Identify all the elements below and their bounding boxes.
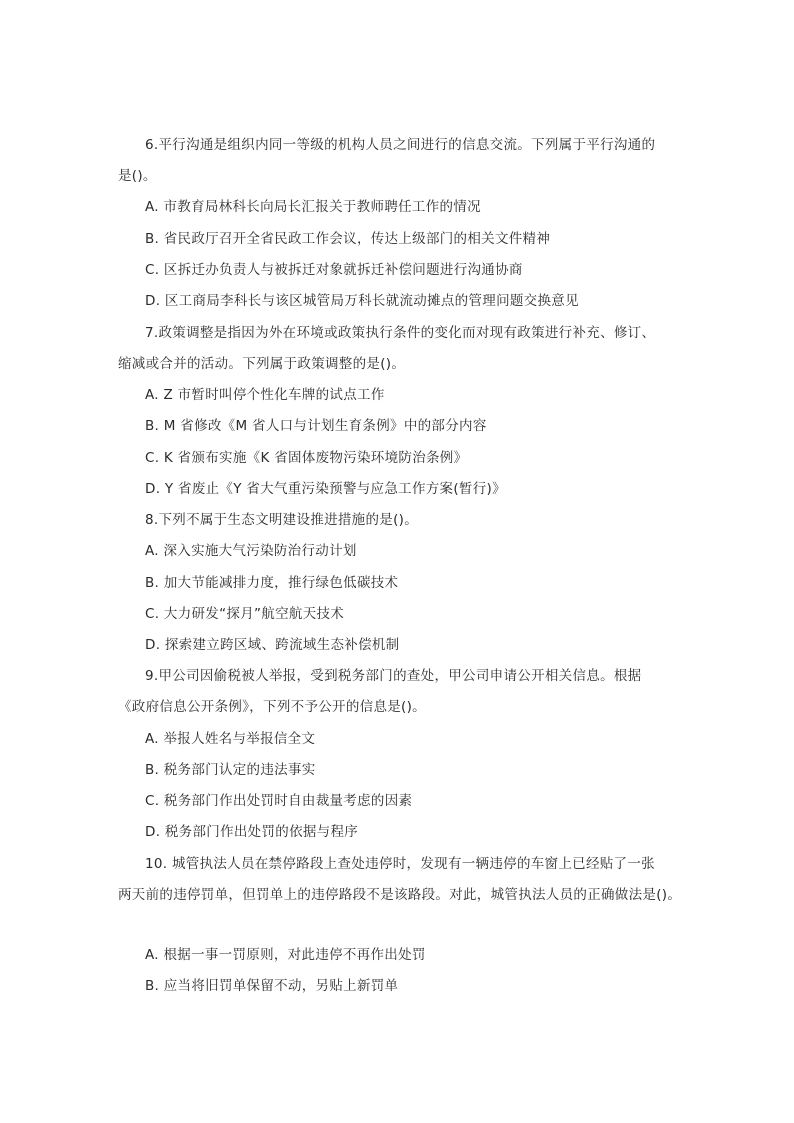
question-7-stem-line-2: 缩减或合并的活动。下列属于政策调整的是()。 [118, 356, 406, 372]
question-6-stem-line-1: 6.平行沟通是组织内同一等级的机构人员之间进行的信息交流。下列属于平行沟通的 [145, 137, 656, 153]
question-8-option-c: C. 大力研发“探月”航空航天技术 [145, 606, 345, 622]
question-6-option-c: C. 区拆迁办负责人与被拆迁对象就拆迁补偿问题进行沟通协商 [145, 262, 523, 278]
question-7-option-b: B. M 省修改《M 省人口与计划生育条例》中的部分内容 [145, 418, 487, 434]
question-10-stem-line-2: 两天前的违停罚单，但罚单上的违停路段不是该路段。对此，城管执法人员的正确做法是()。 [118, 887, 682, 903]
question-9-option-c: C. 税务部门作出处罚时自由裁量考虑的因素 [145, 793, 413, 809]
question-7-option-c: C. K 省颁布实施《K 省固体废物污染环境防治条例》 [145, 450, 468, 466]
question-6-option-a: A. 市教育局林科长向局长汇报关于教师聘任工作的情况 [145, 199, 481, 215]
question-9-option-a: A. 举报人姓名与举报信全文 [145, 731, 316, 747]
question-7-stem-line-1: 7.政策调整是指因为外在环境或政策执行条件的变化而对现有政策进行补充、修订、 [145, 325, 656, 341]
question-8-option-b: B. 加大节能减排力度，推行绿色低碳技术 [145, 575, 399, 591]
question-8-option-d: D. 探索建立跨区域、跨流域生态补偿机制 [145, 637, 400, 653]
question-9-option-d: D. 税务部门作出处罚的依据与程序 [145, 824, 359, 840]
question-9-stem-line-2: 《政府信息公开条例》，下列不予公开的信息是()。 [118, 699, 426, 715]
question-10-option-b: B. 应当将旧罚单保留不动，另贴上新罚单 [145, 978, 399, 994]
question-6-option-d: D. 区工商局李科长与该区城管局万科长就流动摊点的管理问题交换意见 [145, 293, 579, 309]
question-9-stem-line-1: 9.甲公司因偷税被人举报，受到税务部门的查处，甲公司申请公开相关信息。根据 [145, 668, 642, 684]
question-8-stem-line-1: 8.下列不属于生态文明建设推进措施的是()。 [145, 512, 419, 528]
question-8-option-a: A. 深入实施大气污染防治行动计划 [145, 543, 357, 559]
question-10-option-a: A. 根据一事一罚原则，对此违停不再作出处罚 [145, 947, 426, 963]
question-9-option-b: B. 税务部门认定的违法事实 [145, 762, 316, 778]
question-6-option-b: B. 省民政厅召开全省民政工作会议，传达上级部门的相关文件精神 [145, 231, 551, 247]
question-6-stem-line-2: 是()。 [118, 168, 157, 184]
question-10-stem-line-1: 10. 城管执法人员在禁停路段上查处违停时，发现有一辆违停的车窗上已经贴了一张 [145, 856, 655, 872]
question-7-option-d: D. Y 省废止《Y 省大气重污染预警与应急工作方案(暂行)》 [145, 481, 506, 497]
question-7-option-a: A. Z 市暂时叫停个性化车牌的试点工作 [145, 387, 385, 403]
